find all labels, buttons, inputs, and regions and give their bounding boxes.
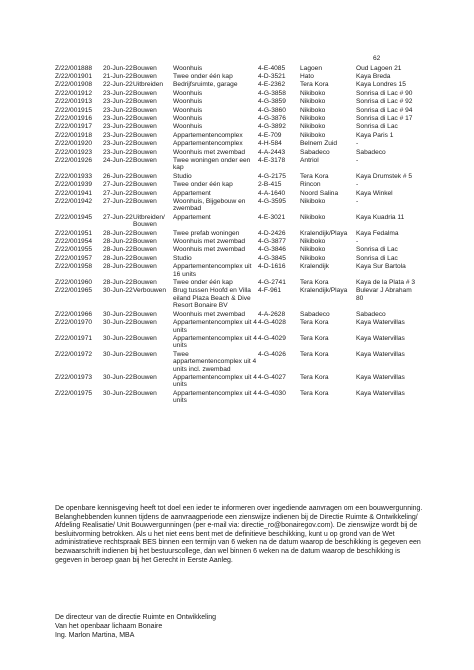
- date-cell: 28-Jun-22: [103, 238, 133, 246]
- street-cell: Sabadeco: [356, 310, 386, 318]
- table-row: [55, 350, 420, 373]
- area-cell: Tera Kora: [300, 389, 329, 397]
- action-cell: Bouwen: [133, 198, 157, 205]
- object-description-cell: Woonhuis: [173, 98, 203, 106]
- date-cell: 23-Jun-22: [103, 98, 133, 106]
- area-cell: Nikiboko: [300, 89, 326, 97]
- area-cell: Sabadeco: [300, 148, 330, 156]
- case-number-cell: Z/22/001926: [55, 156, 93, 164]
- parcel-id-cell: 4-G-4026: [258, 350, 286, 358]
- street-cell: Kaya Fedalma: [356, 229, 399, 237]
- table-row: [55, 287, 420, 310]
- object-description-cell: Woonhuis: [173, 64, 203, 72]
- parcel-id-cell: 4-G-3846: [258, 246, 286, 254]
- table-row: [55, 189, 420, 197]
- date-cell: 30-Jun-22: [103, 310, 133, 318]
- street-cell: -: [356, 238, 359, 246]
- street-cell: Kaya Sur Bartola: [356, 263, 406, 271]
- street-cell: Kaya Watervillas: [356, 350, 405, 358]
- area-cell: Tera Kora: [300, 350, 329, 358]
- date-cell: 23-Jun-22: [103, 123, 133, 131]
- date-cell: 20-Jun-22: [103, 64, 133, 72]
- object-description-cell: Twee woningen onder een kap: [173, 156, 251, 172]
- parcel-id-cell: 4-G-4028: [258, 319, 286, 327]
- area-cell: Noord Salina: [300, 189, 339, 197]
- action-cell: Bouwen: [133, 310, 157, 318]
- area-cell: Tera Kora: [300, 373, 329, 381]
- street-cell: -: [356, 156, 359, 164]
- action-cell: Uitbreiden/ Bouwen: [133, 213, 165, 229]
- table-row: [55, 148, 420, 156]
- action-cell: Bouwen: [133, 148, 157, 156]
- table-row: [55, 229, 420, 237]
- object-description-cell: Studio: [173, 254, 192, 262]
- table-row: [55, 156, 420, 172]
- case-number-cell: Z/22/001915: [55, 106, 93, 114]
- parcel-id-cell: 4-E-2362: [258, 81, 286, 89]
- object-description-cell: Appartement: [173, 189, 211, 197]
- action-cell: Bouwen: [133, 229, 157, 237]
- parcel-id-cell: 4-A-2443: [258, 148, 286, 156]
- object-description-cell: Appartementencomplex uit 4 units: [173, 334, 257, 350]
- table-row: [55, 198, 420, 214]
- table-row: [55, 389, 420, 405]
- action-cell: Verbouwen: [133, 287, 166, 295]
- area-cell: Tera Kora: [300, 172, 329, 180]
- case-number-cell: Z/22/001957: [55, 254, 93, 262]
- object-description-cell: Appartementencomplex uit 4 units: [173, 389, 257, 405]
- object-description-cell: Woonhuis: [173, 106, 203, 114]
- object-description-cell: Appartement: [173, 213, 211, 221]
- street-cell: Sonrisa di Lac # 94: [356, 106, 413, 114]
- parcel-id-cell: 4-E-709: [258, 131, 282, 139]
- street-cell: Kaya Winkel: [356, 189, 393, 197]
- parcel-id-cell: 4-F-961: [258, 287, 282, 295]
- parcel-id-cell: 2-B-415: [258, 181, 282, 189]
- table-row: [55, 114, 420, 122]
- area-cell: Rincon: [300, 181, 321, 189]
- action-cell: Bouwen: [133, 279, 157, 287]
- action-cell: Bouwen: [133, 373, 157, 381]
- date-cell: 28-Jun-22: [103, 246, 133, 254]
- area-cell: Kralendijk/Playa: [300, 229, 348, 237]
- continued-cell: 62: [373, 55, 381, 62]
- area-cell: Nikiboko: [300, 198, 326, 205]
- parcel-id-cell: 4-H-584: [258, 140, 282, 148]
- signature-block: [55, 614, 355, 640]
- date-cell: 28-Jun-22: [103, 263, 133, 271]
- action-cell: Bouwen: [133, 246, 157, 254]
- notice-paragraph: De openbare kennisgeving heeft tot doel een ieder te informeren over ingediende aanvragen om een bouwvergunning. Belanghebbenden kunnen tijdens de aanvraagperiode een zienswijze indienen bij de Directie Ruimte & Ontwikkeling/ Afdeling Realisatie/ Unit Bouwvergunningen (per e-mail via: directie_ro@bonairegov.com). De zienswijze wordt bij de besluitvorming betrokken. Als u het niet eens bent met de definitieve beschikking, kunt u op grond van de Wet administratieve rechtspraak BES binnen een termijn van 6 weken na de datum waarop de beschikking is gegeven een bezwaarschrift indienen bij het bestuurscollege, dan wel binnen 6 weken na de datum waarop de beschikking is gegeven in beroep gaan bij het Gerecht in Eerste Aanleg.: [55, 505, 423, 564]
- permit-table: [55, 64, 420, 405]
- action-cell: Bouwen: [133, 131, 157, 139]
- street-cell: -: [356, 198, 359, 205]
- area-cell: Nikiboko: [300, 246, 326, 254]
- area-cell: Nikiboko: [300, 238, 326, 246]
- table-row: [55, 81, 420, 89]
- permit-table-body: [55, 64, 420, 405]
- street-cell: Kaya Watervillas: [356, 334, 405, 342]
- case-number-cell: Z/22/001923: [55, 148, 93, 156]
- object-description-cell: Brug tussen Hoofd en Villa eiland Plaza Beach & Dive Resort Bonaire BV: [173, 287, 251, 310]
- date-cell: 23-Jun-22: [103, 140, 133, 148]
- date-cell: 27-Jun-22: [103, 213, 133, 221]
- street-cell: Kaya Paris 1: [356, 131, 394, 139]
- action-cell: Uitbreiden: [133, 81, 164, 89]
- action-cell: Bouwen: [133, 254, 157, 262]
- table-row: [55, 172, 420, 180]
- case-number-cell: Z/22/001912: [55, 89, 93, 97]
- street-cell: Oud Lagoen 21: [356, 64, 402, 72]
- date-cell: 23-Jun-22: [103, 148, 133, 156]
- case-number-cell: Z/22/001888: [55, 64, 93, 72]
- action-cell: Bouwen: [133, 263, 157, 271]
- object-description-cell: Bedrijfsruimte, garage: [173, 81, 238, 89]
- case-number-cell: Z/22/001901: [55, 72, 93, 80]
- object-description-cell: Woonhuis met zwembad: [173, 310, 246, 318]
- action-cell: Bouwen: [133, 89, 157, 97]
- date-cell: 30-Jun-22: [103, 334, 133, 342]
- date-cell: 26-Jun-22: [103, 172, 133, 180]
- case-number-cell: Z/22/001908: [55, 81, 93, 89]
- date-cell: 21-Jun-22: [103, 72, 133, 80]
- street-cell: Kaya Drumstek # 5: [356, 172, 413, 180]
- street-cell: Kaya Breda: [356, 72, 391, 80]
- date-cell: 30-Jun-22: [103, 319, 133, 327]
- table-row: [55, 238, 420, 246]
- area-cell: Tera Kora: [300, 334, 329, 342]
- parcel-id-cell: 4-G-4027: [258, 373, 286, 381]
- case-number-cell: Z/22/001939: [55, 181, 93, 189]
- date-cell: 23-Jun-22: [103, 106, 133, 114]
- date-cell: 27-Jun-22: [103, 189, 133, 197]
- action-cell: Bouwen: [133, 238, 157, 246]
- action-cell: Bouwen: [133, 114, 157, 122]
- case-number-cell: Z/22/001966: [55, 310, 93, 318]
- parcel-id-cell: 4-G-3858: [258, 89, 286, 97]
- table-row: [55, 334, 420, 350]
- object-description-cell: Woonhuis: [173, 89, 203, 97]
- area-cell: Tera Kora: [300, 319, 329, 327]
- area-cell: Kralendijk: [300, 263, 329, 271]
- case-number-cell: Z/22/001960: [55, 279, 93, 287]
- area-cell: Belnem Zuid: [300, 140, 338, 148]
- street-cell: Kaya Watervillas: [356, 319, 405, 327]
- case-number-cell: Z/22/001941: [55, 189, 93, 197]
- area-cell: Tera Kora: [300, 279, 329, 287]
- parcel-id-cell: 4-G-3595: [258, 198, 286, 205]
- date-cell: 30-Jun-22: [103, 389, 133, 397]
- case-number-cell: Z/22/001920: [55, 140, 93, 148]
- date-cell: 28-Jun-22: [103, 279, 133, 287]
- table-row: [55, 310, 420, 318]
- case-number-cell: Z/22/001951: [55, 229, 93, 237]
- table-row: [55, 72, 420, 80]
- area-cell: Nikiboko: [300, 106, 326, 114]
- parcel-id-cell: 4-G-4029: [258, 334, 286, 342]
- table-row: [55, 279, 420, 287]
- action-cell: Bouwen: [133, 64, 157, 72]
- object-description-cell: Woonhuis met zwembad: [173, 238, 246, 246]
- object-description-cell: Woonhuis met zwembad: [173, 246, 246, 254]
- parcel-id-cell: 4-E-3178: [258, 156, 286, 164]
- table-row: [55, 98, 420, 106]
- object-description-cell: Studio: [173, 172, 192, 180]
- action-cell: Bouwen: [133, 319, 157, 327]
- action-cell: Bouwen: [133, 156, 157, 164]
- street-cell: -: [356, 181, 359, 189]
- area-cell: Nikiboko: [300, 131, 326, 139]
- parcel-id-cell: 4-G-3845: [258, 254, 286, 262]
- object-description-cell: Woonhuis met zwembad: [173, 148, 246, 156]
- date-cell: 24-Jun-22: [103, 156, 133, 164]
- area-cell: Antriol: [300, 156, 319, 164]
- parcel-id-cell: 4-A-2628: [258, 310, 286, 318]
- object-description-cell: Appartementencomplex uit 4 units: [173, 319, 257, 334]
- table-row: [55, 123, 420, 131]
- table-row: [55, 254, 420, 262]
- case-number-cell: Z/22/001965: [55, 287, 93, 295]
- date-cell: 23-Jun-22: [103, 89, 133, 97]
- action-cell: Bouwen: [133, 106, 157, 114]
- parcel-id-cell: 4-G-3860: [258, 106, 286, 114]
- parcel-id-cell: 4-D-3521: [258, 72, 286, 80]
- table-row: [55, 263, 420, 279]
- parcel-id-cell: 4-E-3021: [258, 213, 286, 221]
- parcel-id-cell: 4-G-3877: [258, 238, 286, 246]
- table-row: [55, 373, 420, 389]
- street-cell: Kaya Kuadria 11: [356, 213, 405, 221]
- street-cell: Sonrisa di Lac # 17: [356, 114, 413, 122]
- signature-line-name: Ing. Marlon Martina, MBA: [55, 631, 135, 639]
- area-cell: Tera Kora: [300, 81, 329, 89]
- case-number-cell: Z/22/001918: [55, 131, 93, 139]
- parcel-id-cell: 4-G-3892: [258, 123, 286, 131]
- case-number-cell: Z/22/001975: [55, 389, 93, 397]
- case-number-cell: Z/22/001954: [55, 238, 93, 246]
- object-description-cell: Woonhuis, Bijgebouw en zwembad: [173, 198, 246, 213]
- street-cell: Sonrisa di Lac: [356, 246, 398, 254]
- parcel-id-cell: 4-A-1640: [258, 189, 286, 197]
- street-cell: Bulevar J Abraham 80: [356, 287, 412, 302]
- object-description-cell: Appartementencomplex: [173, 140, 243, 148]
- date-cell: 27-Jun-22: [103, 181, 133, 189]
- action-cell: Bouwen: [133, 172, 157, 180]
- date-cell: 30-Jun-22: [103, 350, 133, 358]
- area-cell: Nikiboko: [300, 213, 326, 221]
- street-cell: Sonrisa di Lac # 90: [356, 89, 413, 97]
- table-row: [55, 181, 420, 189]
- date-cell: 22-Jun-22: [103, 81, 133, 89]
- street-cell: Sonrisa di Lac: [356, 123, 398, 131]
- action-cell: Bouwen: [133, 181, 157, 189]
- action-cell: Bouwen: [133, 350, 157, 358]
- parcel-id-cell: 4-D-2426: [258, 229, 286, 237]
- street-cell: Sabadeco: [356, 148, 386, 156]
- case-number-cell: Z/22/001973: [55, 373, 93, 381]
- object-description-cell: Woonhuis: [173, 114, 203, 122]
- case-number-cell: Z/22/001958: [55, 263, 93, 271]
- action-cell: Bouwen: [133, 140, 157, 148]
- parcel-id-cell: 4-G-4030: [258, 389, 286, 397]
- object-description-cell: Appartementencomplex uit 16 units: [173, 263, 252, 278]
- parcel-id-cell: 4-D-1616: [258, 263, 286, 271]
- case-number-cell: Z/22/001945: [55, 213, 93, 221]
- action-cell: Bouwen: [133, 98, 157, 106]
- area-cell: Nikiboko: [300, 98, 326, 106]
- object-description-cell: Twee onder één kap: [173, 181, 233, 189]
- date-cell: 30-Jun-22: [103, 373, 133, 381]
- area-cell: Hato: [300, 72, 314, 80]
- signature-line-director: De directeur van de directie Ruimte en Ontwikkeling: [55, 614, 217, 621]
- parcel-id-cell: 4-E-4085: [258, 64, 286, 72]
- date-cell: 27-Jun-22: [103, 198, 133, 205]
- parcel-id-cell: 4-G-3859: [258, 98, 286, 106]
- date-cell: 30-Jun-22: [103, 287, 133, 295]
- street-cell: Kaya Watervillas: [356, 373, 405, 381]
- object-description-cell: Twee onder één kap: [173, 279, 233, 287]
- case-number-cell: Z/22/001971: [55, 334, 93, 342]
- table-row: [55, 64, 420, 72]
- street-cell: Kaya Londres 15: [356, 81, 406, 89]
- object-description-cell: Appartementencomplex uit 4 units: [173, 373, 257, 389]
- area-cell: Lagoen: [300, 64, 323, 72]
- area-cell: Sabadeco: [300, 310, 330, 318]
- street-cell: Sonrisa di Lac # 92: [356, 98, 413, 106]
- case-number-cell: Z/22/001955: [55, 246, 93, 254]
- case-number-cell: Z/22/001972: [55, 350, 93, 358]
- signature-line-authority: Van het openbaar lichaam Bonaire: [55, 622, 163, 630]
- table-row: [55, 319, 420, 335]
- table-row: [55, 246, 420, 254]
- action-cell: Bouwen: [133, 123, 157, 131]
- street-cell: Kaya Watervillas: [356, 389, 405, 397]
- street-cell: -: [356, 140, 359, 148]
- case-number-cell: Z/22/001933: [55, 172, 93, 180]
- street-cell: Kaya de la Plata # 3: [356, 279, 416, 287]
- area-cell: Kralendijk/Playa: [300, 287, 348, 295]
- street-cell: Sonrisa di Lac: [356, 254, 398, 262]
- area-cell: Nikiboko: [300, 123, 326, 131]
- table-row: [55, 213, 420, 229]
- object-description-cell: Twee onder één kap: [173, 72, 233, 80]
- action-cell: Bouwen: [133, 72, 157, 80]
- parcel-id-cell: 4-G-2741: [258, 279, 286, 287]
- case-number-cell: Z/22/001917: [55, 123, 93, 131]
- action-cell: Bouwen: [133, 334, 157, 342]
- object-description-cell: Appartementencomplex: [173, 131, 243, 139]
- table-row: [55, 89, 420, 97]
- area-cell: Nikiboko: [300, 114, 326, 122]
- case-number-cell: Z/22/001913: [55, 98, 93, 106]
- action-cell: Bouwen: [133, 389, 157, 397]
- date-cell: 23-Jun-22: [103, 131, 133, 139]
- case-number-cell: Z/22/001916: [55, 114, 93, 122]
- case-number-cell: Z/22/001970: [55, 319, 93, 327]
- area-cell: Nikiboko: [300, 254, 326, 262]
- action-cell: Bouwen: [133, 189, 157, 197]
- table-row: [55, 140, 420, 148]
- case-number-cell: Z/22/001942: [55, 198, 93, 205]
- date-cell: 23-Jun-22: [103, 114, 133, 122]
- date-cell: 28-Jun-22: [103, 254, 133, 262]
- object-description-cell: Twee prefab woningen: [173, 229, 240, 237]
- table-row: [55, 106, 420, 114]
- parcel-id-cell: 4-G-2175: [258, 172, 286, 180]
- object-description-cell: Twee appartementencomplex uit 4 units incl. zwembad: [173, 350, 257, 373]
- table-row: [55, 131, 420, 139]
- parcel-id-cell: 4-G-3876: [258, 114, 286, 122]
- object-description-cell: Woonhuis: [173, 123, 203, 131]
- date-cell: 28-Jun-22: [103, 229, 133, 237]
